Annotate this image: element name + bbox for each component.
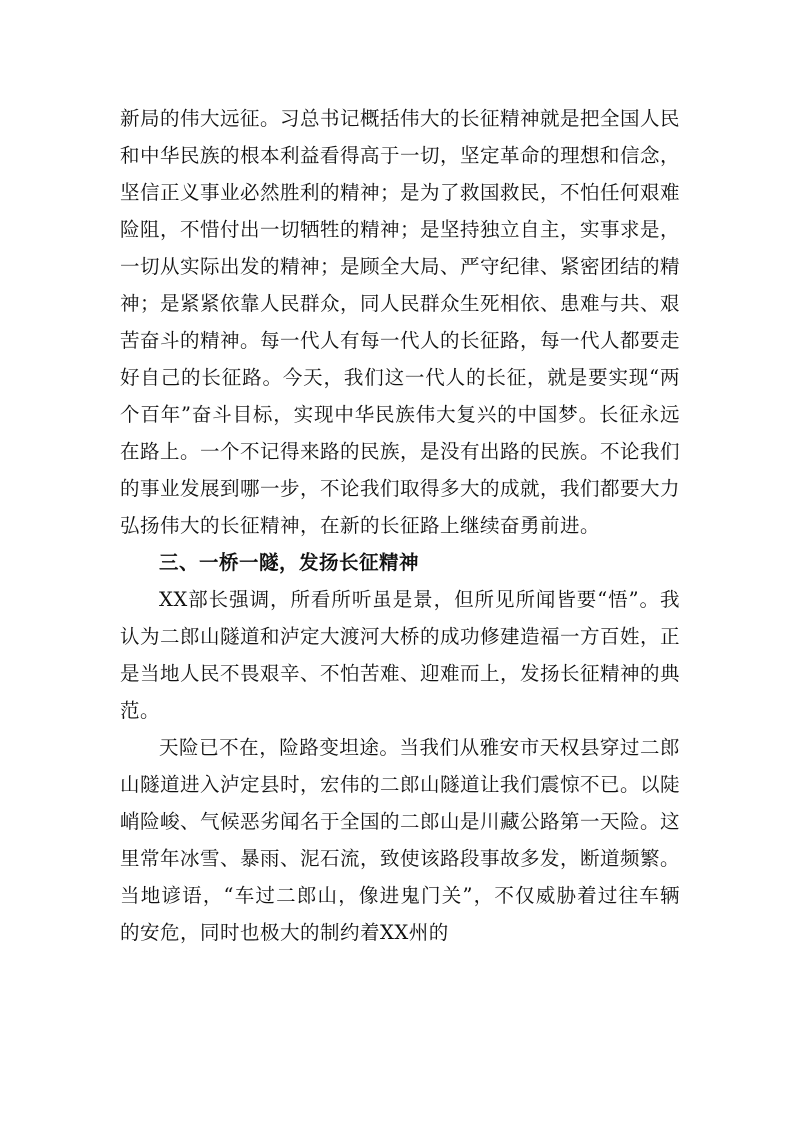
body-paragraph-2: XX部长强调，所看所听虽是景，但所见所闻皆要“悟”。我认为二郎山隧道和泸定大渡河大桥的成功修建造福一方百姓，正是当地人民不畏艰辛、不怕苦难、迎难而上，发扬长征精神的典范。 bbox=[120, 588, 681, 722]
body-paragraph-3: 天险已不在，险路变坦途。当我们从雅安市天权县穿过二郎山隧道进入泸定县时，宏伟的二郎山隧道让我们震惊不已。以陡峭险峻、气候恶劣闻名于全国的二郎山是川藏公路第一天险。这里常年冰雪、暴雨、泥石流，致使该路段事故多发，断道频繁。当地谚语，“车过二郎山，像进鬼门关”，不仅威胁着过往车辆的安危，同时也极大的制约着XX州的 bbox=[120, 736, 681, 944]
body-paragraph-1: 新局的伟大远征。习总书记概括伟大的长征精神就是把全国人民和中华民族的根本利益看得高于一切，坚定革命的理想和信念，坚信正义事业必然胜利的精神；是为了救国救民，不怕任何艰难险阻，不惜付出一切牺牲的精神；是坚持独立自主，实事求是，一切从实际出发的精神；是顾全大局、严守纪律、紧密团结的精神；是紧紧依靠人民群众，同人民群众生死相依、患难与共、艰苦奋斗的精神。每一代人有每一代人的长征路，每一代人都要走好自己的长征路。今天，我们这一代人的长征，就是要实现“两个百年”奋斗目标，实现中华民族伟大复兴的中国梦。长征永远在路上。一个不记得来路的民族，是没有出路的民族。不论我们的事业发展到哪一步，不论我们取得多大的成就，我们都要大力弘扬伟大的长征精神，在新的长征路上继续奋勇前进。 bbox=[120, 107, 681, 537]
document-body bbox=[120, 100, 680, 951]
section-heading-3: 三、一桥一隧，发扬长征精神 bbox=[159, 551, 420, 574]
